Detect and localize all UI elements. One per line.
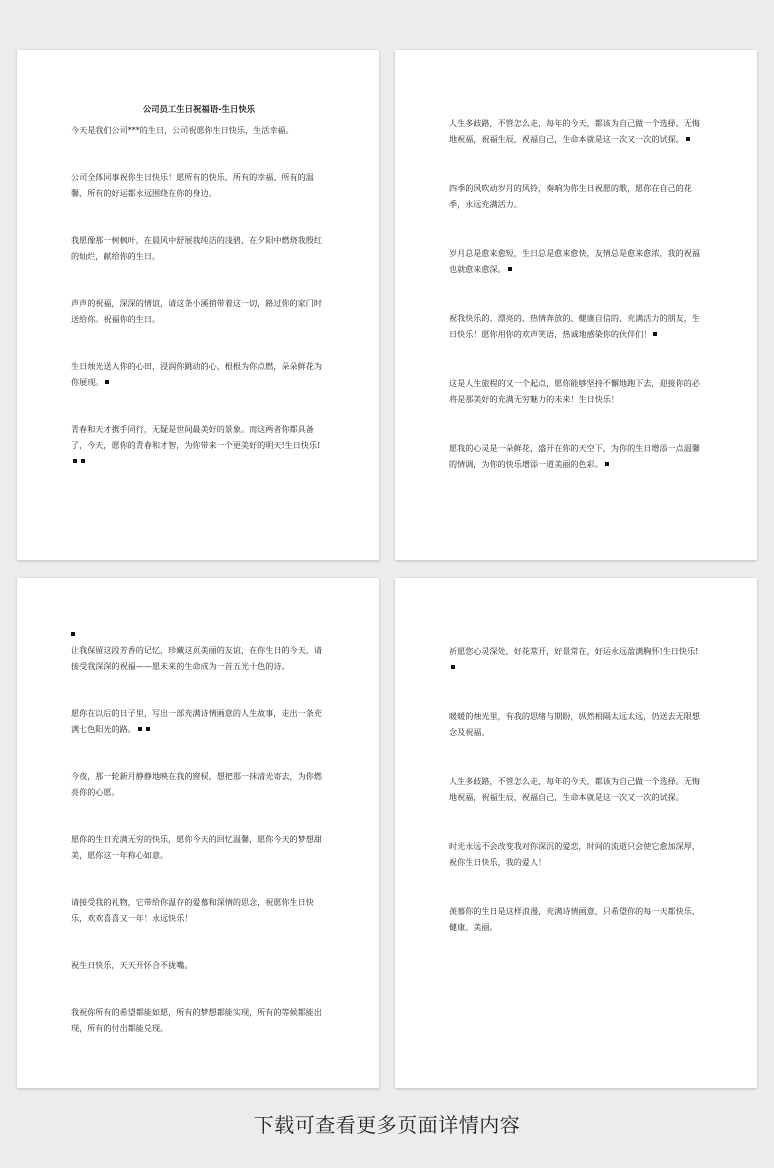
paragraph-text: 愿你的生日充满无穷的快乐，愿你今天的回忆温馨，愿你今天的梦想甜美，愿你这一年称心如意。	[71, 834, 322, 860]
paragraph	[449, 643, 705, 675]
page-2-content	[449, 115, 705, 505]
page-4-content	[449, 643, 705, 968]
paragraph	[449, 245, 705, 277]
paragraph	[449, 440, 705, 472]
paragraph-mark-icon	[508, 267, 512, 271]
paragraph-text: 时光永远不会改变我对你深沉的爱恋，时间的流逝只会使它愈加深厚，祝你生日快乐，我的爱人！	[449, 841, 700, 867]
paragraph-mark-icon	[138, 727, 142, 731]
paragraph	[449, 773, 705, 805]
paragraph	[449, 115, 705, 147]
paragraph	[449, 180, 705, 212]
paragraph	[449, 903, 705, 935]
paragraph-mark-icon	[81, 459, 85, 463]
paragraph-mark-icon	[71, 632, 75, 636]
paragraph-mark-icon	[686, 137, 690, 141]
document-page-4	[395, 578, 757, 1088]
paragraph-text: 岁月总是愈来愈短，生日总是愈来愈快，友情总是愈来愈浓，我的祝福也就愈来愈深。	[449, 248, 700, 274]
paragraph	[71, 642, 327, 674]
paragraph-text: 祈愿您心灵深处，好花常开，好景常在，好运永远盈满胸怀!生日快乐!	[449, 646, 699, 656]
paragraph-text: 今夜，那一轮新月静静地映在我的窗棂，想把那一抹清光寄去，为你燃亮你的心愿。	[71, 771, 322, 797]
paragraph	[449, 310, 705, 342]
document-page-2	[395, 50, 757, 560]
document-title: 公司员工生日祝福语-生日快乐	[142, 104, 256, 114]
paragraph-text: 我祝你所有的希望都能如愿，所有的梦想都能实现，所有的等候都能出现，所有的付出都能兑现。	[71, 1007, 322, 1033]
paragraph	[71, 358, 327, 390]
paragraph-text: 祝我快乐的、漂亮的、热情奔放的、健康自信的、充满活力的朋友，生日快乐！愿你用你的欢声笑语，热诚地感染你的伙伴们！	[449, 313, 700, 339]
paragraph-text: 公司全体同事祝你生日快乐！愿所有的快乐、所有的幸福、所有的温馨、所有的好运都永远围绕在你的身边。	[71, 172, 314, 198]
paragraph	[449, 375, 705, 407]
document-page-1	[17, 50, 379, 560]
paragraph	[71, 894, 327, 926]
paragraph-text: 请接受我的礼物，它带给你温存的爱慕和深情的思念，祝愿你生日快乐，欢欢喜喜又一年！永远快乐！	[71, 897, 314, 923]
paragraph-text: 人生多歧路，不管怎么走，每年的今天，都该为自己做一个选择。无悔地祝福，祝福生辰，祝福自己，生命本就是这一次又一次的试探。	[449, 118, 700, 144]
paragraph	[449, 708, 705, 740]
paragraph-mark-icon	[73, 459, 77, 463]
paragraph-text: 生日烛光送入你的心田，浸润你跳动的心，根根为你点燃，朵朵鲜花为你展现。	[71, 361, 322, 387]
paragraph-text: 愿你在以后的日子里，写出一部充满诗情画意的人生故事，走出一条充满七色阳光的路。	[71, 708, 322, 734]
paragraph-marker	[71, 626, 327, 642]
page-3-content	[71, 626, 327, 1067]
paragraph-text: 人生多歧路，不管怎么走，每年的今天，都该为自己做一个选择。无悔地祝福，祝福生辰，祝福自己，生命本就是这一次又一次的试探。	[449, 776, 700, 802]
page-1-content	[71, 102, 327, 500]
paragraph-mark-icon	[105, 380, 109, 384]
paragraph-text: 祝生日快乐，天天开怀合不拢嘴。	[71, 960, 193, 970]
paragraph	[71, 705, 327, 737]
paragraph-text: 愿我的心灵是一朵鲜花，盛开在你的天空下，为你的生日增添一点温馨的情调，为你的快乐增添一道美丽的色彩。	[449, 443, 700, 469]
paragraph	[71, 295, 327, 327]
paragraph-text: 声声的祝福，深深的情谊，请这条小溪捎带着这一切，路过你的家门时送给你。祝福你的生日。	[71, 298, 322, 324]
paragraph	[71, 831, 327, 863]
paragraph-text: 我愿像那一树枫叶，在晨风中舒展我纯洁的浅碧，在夕阳中燃烧我殷红的灿烂，献给你的生日。	[71, 235, 322, 261]
download-more-caption: 下载可查看更多页面详情内容	[253, 1113, 521, 1137]
paragraph-mark-icon	[605, 462, 609, 466]
paragraph-text: 暖暖的烛光里，有我的思绪与期盼，纵然相隔太远太远，仍送去无限想念及祝福。	[449, 711, 700, 737]
paragraph-mark-icon	[146, 727, 150, 731]
document-page-3	[17, 578, 379, 1088]
paragraph-mark-icon	[451, 665, 455, 669]
paragraph	[71, 768, 327, 800]
paragraph	[71, 421, 327, 469]
paragraph-mark-icon	[653, 332, 657, 336]
paragraph-text: 这是人生旅程的又一个起点，愿你能够坚持不懈地跑下去，迎接你的必将是那美好的充满无穷魅力的未来！生日快乐！	[449, 378, 700, 404]
paragraph-text: 四季的风吹动岁月的风铃，奏响为你生日祝愿的歌，愿你在自己的花季，永远充满活力。	[449, 183, 692, 209]
paragraph-text: 羡慕你的生日是这样浪漫，充满诗情画意，只希望你的每一天都快乐、健康、美丽。	[449, 906, 700, 932]
paragraph	[449, 838, 705, 870]
paragraph	[71, 232, 327, 264]
paragraph	[71, 122, 327, 138]
paragraph	[71, 169, 327, 201]
paragraph-text: 青春和天才携手同行，无疑是世间最美好的景象。而这两者你都具备了，今天，愿你的青春和才智，为你带来一个更美好的明天!生日快乐!	[71, 424, 321, 450]
paragraph	[71, 957, 327, 973]
paragraph-text: 今天是我们公司***的生日，公司祝愿你生日快乐，生活幸福。	[71, 125, 294, 135]
paragraph-text: 让我保留这段芳香的记忆，珍藏这页美丽的友谊，在你生日的今天，请接受我深深的祝福——愿未来的生命成为一首五光十色的诗。	[71, 645, 322, 671]
paragraph	[71, 1004, 327, 1036]
